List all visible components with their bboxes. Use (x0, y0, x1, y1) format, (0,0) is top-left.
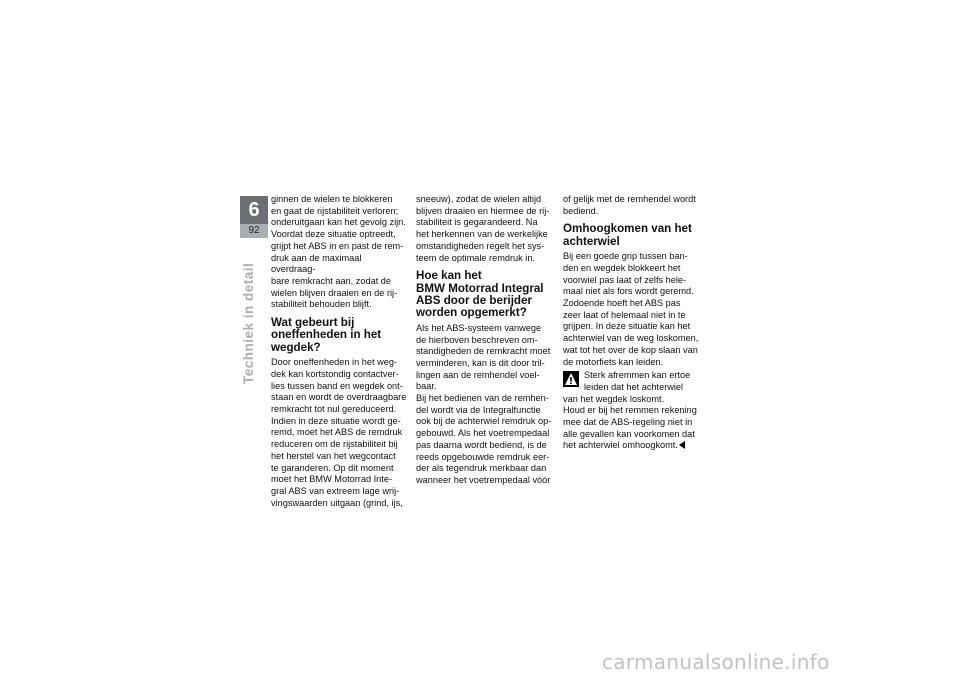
end-of-section-icon (679, 441, 685, 449)
text-column-2 (416, 194, 552, 487)
chapter-number: 6 (248, 199, 260, 221)
paragraph: Bij het bedienen van de remhen- del wordt via de Integralfunctie ook bij de achterwiel remdruk op- gebouwd. Als het voetrempedaal pas daarna wordt bediend, is de reeds opgebouwde remdruk eer- der als tegendruk merkbaar dan wanneer het voetrempedaal vóór (416, 393, 552, 485)
chapter-badge (240, 196, 268, 238)
section-title: Techniek in detail (241, 262, 256, 384)
warning-note (563, 370, 699, 405)
text-column-3 (563, 194, 699, 452)
heading-road-unevenness: Wat gebeurt bij oneffenheden in het wegdek? (271, 316, 382, 354)
heading-rear-wheel-lift: Omhoogkomen van het achterwiel (563, 222, 692, 248)
paragraph-final (563, 405, 699, 452)
paragraph: sneeuw), zodat de wielen altijd blijven draaien en hiermee de rij- stabiliteit is gegarandeerd. Na het herkennen van de werkelijke omstandigheden regelt het sys- teem de optimale remdruk in. (416, 194, 550, 263)
page-number: 92 (240, 224, 268, 238)
paragraph: ginnen de wielen te blokkeren en gaat de rijstabiliteit verloren; onderuitgaan kan het gevolg zijn. Voordat deze situatie optreedt, grijpt het ABS in en past de rem- druk aan de maximaal overdraag- bare remkracht aan, zodat de wielen blijven draaien en de rij- stabiliteit behouden blijft. (271, 194, 406, 310)
warning-triangle-icon (563, 371, 579, 387)
paragraph: Houd er bij het remmen rekening mee dat de ABS-regeling niet in alle gevallen kan voorkomen dat het achterwiel omhoogkomt. (563, 405, 697, 451)
watermark: carmanualsonline.info (602, 650, 830, 674)
text-column-1 (271, 194, 407, 509)
heading-abs-noticed: Hoe kan het BMW Motorrad Integral ABS door de berijder worden opgemerkt? (416, 269, 544, 320)
warning-text: Sterk afremmen kan ertoe leiden dat het achterwiel van het wegdek loskomt. (563, 370, 691, 404)
paragraph: of gelijk met de remhendel wordt bediend. (563, 194, 696, 216)
paragraph: Als het ABS-systeem vanwege de hierboven beschreven om- standigheden de remkracht moet verminderen, kan is dit door tril- lingen aan de remhendel voel- baar. (416, 322, 551, 392)
paragraph: Bij een goede grip tussen ban- den en wegdek blokkeert het voorwiel pas laat of zelfs hele- maal niet als fors wordt geremd. Zodoende hoeft het ABS pas zeer laat of helemaal niet in te grijpen. In deze situatie kan het achterwiel van de weg loskomen, wat tot het over de kop slaan van de motorfiets kan leiden. (563, 251, 699, 367)
paragraph: Door oneffenheden in het weg- dek kan kortstondig contactver- lies tussen band en wegdek ont- staan en wordt de overdraagbare remkracht tot nul gereduceerd. Indien in deze situatie wordt ge- remd, moet het ABS de remdruk reduceren om de rijstabiliteit bij het herstel van het wegcontact te garanderen. Op dit moment moet het BMW Motorrad Inte- gral ABS van extreem lage wrij- vingswaarden uitgaan (grind, ijs, (271, 357, 407, 508)
